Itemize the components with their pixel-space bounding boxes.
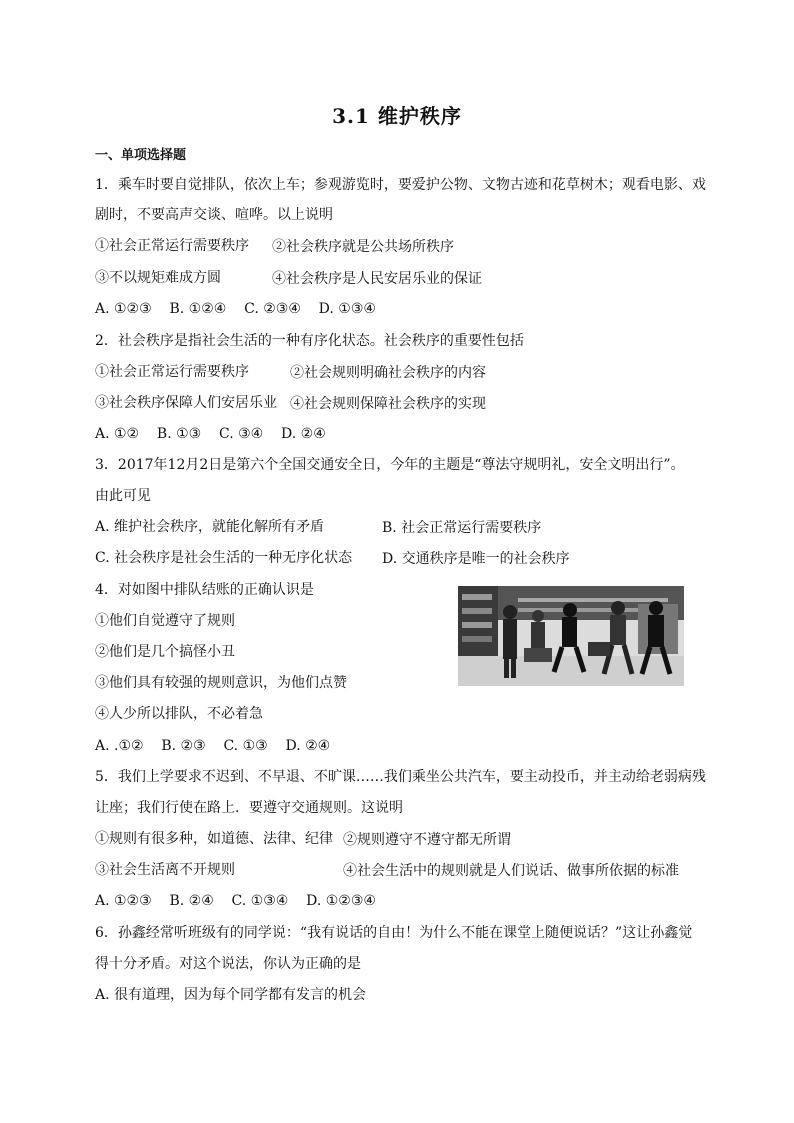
q1-stem-line2: 剧时，不要高声交谈、喧哗。以上说明 (95, 207, 333, 223)
q3-option-b: B. 社会正常运行需要秩序 (382, 520, 542, 536)
q6-stem-line1: 6．孙鑫经常听班级有的同学说：“我有说话的自由！为什么不能在课堂上随便说话？”这让孙鑫觉 (95, 925, 693, 941)
q1-option-1: ①社会正常运行需要秩序 (95, 238, 249, 254)
q5-option-3: ③社会生活离不开规则 (95, 862, 235, 878)
q5-option-4: ④社会生活中的规则就是人们说话、做事所依据的标准 (343, 863, 679, 879)
queue-photo-illustration (458, 586, 684, 686)
q3-option-d: D. 交通秩序是唯一的社会秩序 (382, 551, 570, 567)
q1-option-2: ②社会秩序就是公共场所秩序 (272, 239, 454, 255)
q5-option-1: ①规则有很多种，如道德、法律、纪律 (95, 831, 333, 847)
q4-option-3: ③他们具有较强的规则意识，为他们点赞 (95, 675, 347, 691)
q5-choices: A. ①②③ B. ②④ C. ①③④ D. ①②③④ (95, 893, 376, 909)
q2-option-4: ④社会规则保障社会秩序的实现 (290, 396, 486, 412)
q5-stem-line2: 让座；我们行使在路上．要遵守交通规则。这说明 (95, 800, 403, 816)
q1-choices: A. ①②③ B. ①②④ C. ②③④ D. ①③④ (95, 301, 376, 317)
q4-option-2: ②他们是几个搞怪小丑 (95, 644, 235, 660)
queue-photo (458, 586, 684, 686)
q6-option-a: A. 很有道理，因为每个同学都有发言的机会 (95, 987, 367, 1003)
q2-stem: 2．社会秩序是指社会生活的一种有序化状态。社会秩序的重要性包括 (95, 333, 524, 349)
q4-option-1: ①他们自觉遵守了规则 (95, 613, 235, 629)
q1-stem-line1: 1．乘车时要自觉排队，依次上车；参观游览时，要爱护公物、文物古迹和花草树木；观看电影、戏 (95, 177, 706, 193)
q4-option-4: ④人少所以排队，不必着急 (95, 706, 263, 722)
q2-option-2: ②社会规则明确社会秩序的内容 (290, 365, 486, 381)
q1-option-4: ④社会秩序是人民安居乐业的保证 (272, 271, 482, 287)
q2-option-3: ③社会秩序保障人们安居乐业 (95, 395, 277, 411)
q3-option-c: C. 社会秩序是社会生活的一种无序化状态 (95, 550, 353, 566)
q5-option-2: ②规则遵守不遵守都无所谓 (343, 832, 511, 848)
section-heading: 一、单项选择题 (95, 148, 187, 163)
q6-stem-line2: 得十分矛盾。对这个说法，你认为正确的是 (95, 956, 361, 972)
q1-option-3: ③不以规矩难成方圆 (95, 270, 221, 286)
q3-stem-line1: 3．2017年12月2日是第六个全国交通安全日，今年的主题是“尊法守规明礼，安全文明出行”。 (95, 457, 685, 473)
q5-stem-line1: 5．我们上学要求不迟到、不早退、不旷课……我们乘坐公共汽车，要主动投币，并主动给老弱病残 (95, 769, 706, 785)
q3-stem-line2: 由此可见 (95, 488, 151, 504)
q4-choices: A. .①② B. ②③ C. ①③ D. ②④ (95, 738, 331, 754)
page-title: 3.1 维护秩序 (332, 104, 462, 128)
q2-choices: A. ①② B. ①③ C. ③④ D. ②④ (95, 426, 326, 442)
q3-option-a: A. 维护社会秩序，就能化解所有矛盾 (95, 519, 325, 535)
q4-stem: 4．对如图中排队结账的正确认识是 (95, 582, 314, 598)
q2-option-1: ①社会正常运行需要秩序 (95, 364, 249, 380)
